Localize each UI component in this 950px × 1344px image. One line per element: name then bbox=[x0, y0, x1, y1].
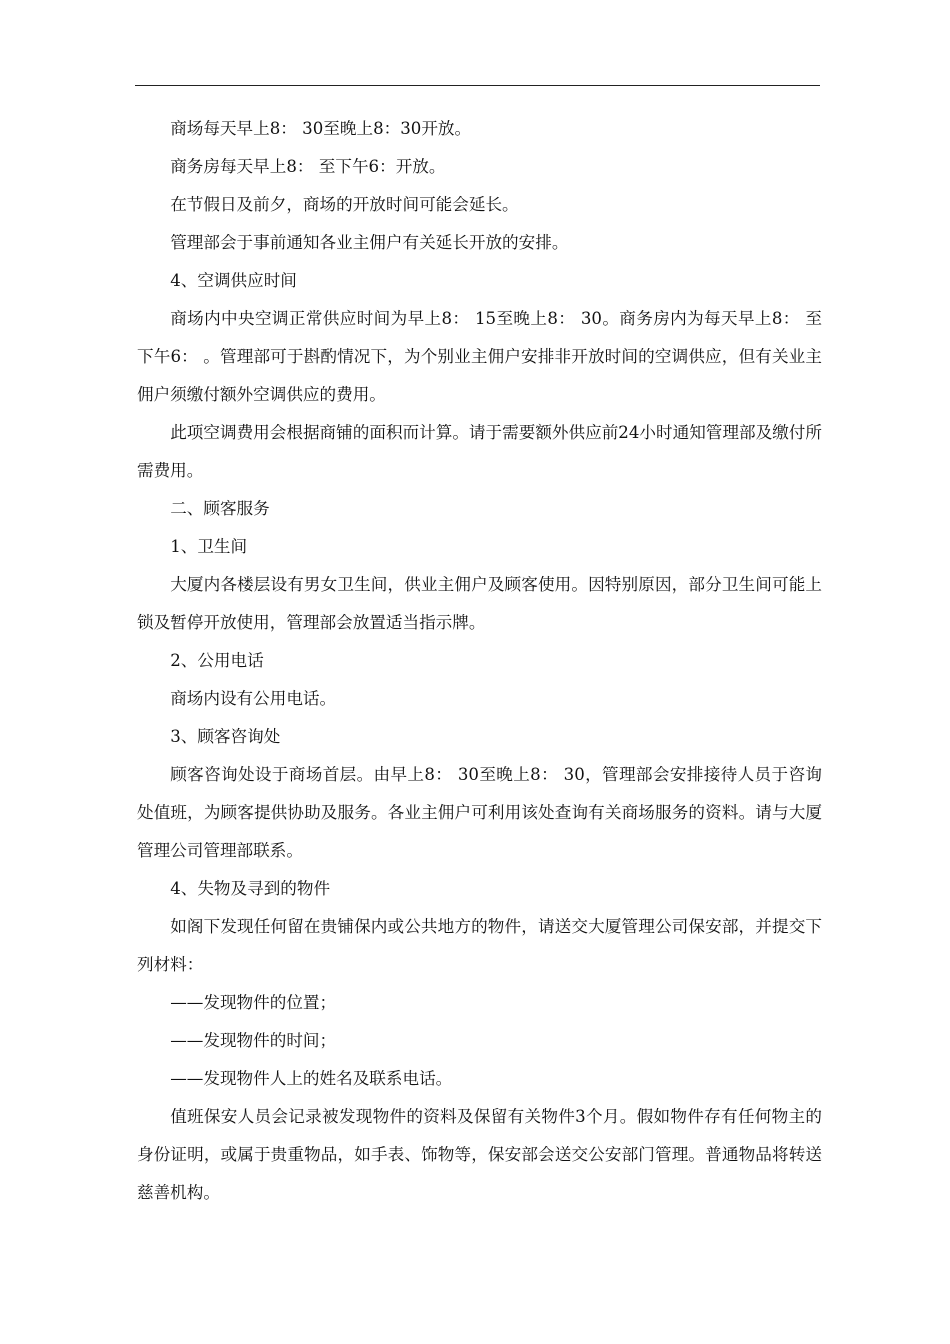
paragraph-restroom: 大厦内各楼层设有男女卫生间，供业主佣户及顾客使用。因特别原因，部分卫生间可能上锁及暂停开放使用，管理部会放置适当指示牌。 bbox=[137, 575, 822, 632]
paragraph-holiday-extension: 在节假日及前夕，商场的开放时间可能会延长。 bbox=[170, 195, 519, 214]
document-body bbox=[137, 110, 822, 1212]
heading-lost-found: 4、失物及寻到的物件 bbox=[170, 879, 331, 898]
paragraph-retention: 值班保安人员会记录被发现物件的资料及保留有关物件3个月。假如物件存有任何物主的身份证明，或属于贵重物品，如手表、饰物等，保安部会送交公安部门管理。普通物品将转送慈善机构。 bbox=[137, 1107, 822, 1202]
heading-ac-hours: 4、空调供应时间 bbox=[170, 271, 297, 290]
paragraph-public-phone: 商场内设有公用电话。 bbox=[170, 689, 337, 708]
paragraph-ac-fee: 此项空调费用会根据商铺的面积而计算。请于需要额外供应前24小时通知管理部及缴付所需费用。 bbox=[137, 423, 822, 480]
heading-restroom: 1、卫生间 bbox=[170, 537, 248, 556]
paragraph-ac-schedule: 商场内中央空调正常供应时间为早上8： 15至晚上8： 30。商务房内为每天早上8： 至下午6： 。管理部可于斟酌情况下，为个别业主佣户安排非开放时间的空调供应，但有关业主佣户须缴付额外空调供应的费用。 bbox=[137, 309, 822, 404]
header-rule bbox=[135, 85, 820, 86]
paragraph-mall-hours: 商场每天早上8： 30至晚上8：30开放。 bbox=[170, 119, 472, 138]
list-item-location: ——发现物件的位置； bbox=[170, 993, 337, 1012]
heading-public-phone: 2、公用电话 bbox=[170, 651, 264, 670]
paragraph-office-hours: 商务房每天早上8： 至下午6：开放。 bbox=[170, 157, 446, 176]
paragraph-info-desk: 顾客咨询处设于商场首层。由早上8： 30至晚上8： 30，管理部会安排接待人员于咨询处值班，为顾客提供协助及服务。各业主佣户可利用该处查询有关商场服务的资料。请与大厦管理公司管理部联系。 bbox=[137, 765, 822, 860]
paragraph-lost-found: 如阁下发现任何留在贵铺保内或公共地方的物件，请送交大厦管理公司保安部，并提交下列材料： bbox=[137, 917, 822, 974]
heading-customer-service: 二、顾客服务 bbox=[170, 499, 270, 518]
heading-info-desk: 3、顾客咨询处 bbox=[170, 727, 281, 746]
paragraph-advance-notice: 管理部会于事前通知各业主佣户有关延长开放的安排。 bbox=[170, 233, 569, 252]
list-item-time: ——发现物件的时间； bbox=[170, 1031, 337, 1050]
list-item-contact: ——发现物件人上的姓名及联系电话。 bbox=[170, 1069, 453, 1088]
